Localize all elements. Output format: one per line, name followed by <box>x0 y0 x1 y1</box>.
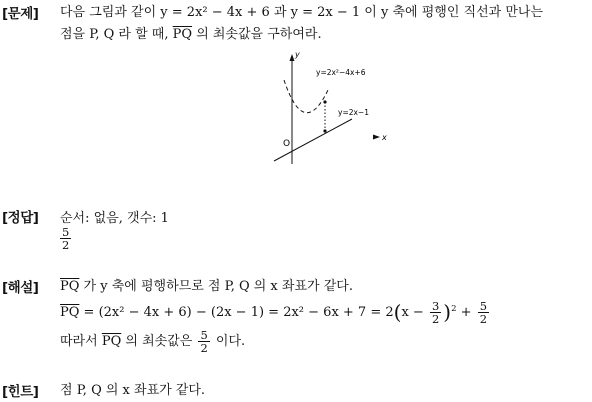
solution-line-1 <box>60 276 588 298</box>
problem-line-2-pre: 점을 P, Q 라 할 때, <box>60 27 169 42</box>
answer-line-1: 순서: 없음, 갯수: 1 <box>60 211 169 226</box>
solution-line-2 <box>60 300 588 325</box>
answer-tag: [정답] <box>2 210 39 226</box>
frac-num: 5 <box>479 299 488 313</box>
segment-pq: $\overline{PQ}$ <box>101 334 122 349</box>
frac-num: 5 <box>200 328 208 342</box>
problem-line-2 <box>60 24 588 46</box>
frac-den: 2 <box>479 312 488 326</box>
line-label: y=2x−1 <box>338 108 369 117</box>
problem-tag: [문제] <box>2 6 39 22</box>
point-q <box>323 129 326 132</box>
problem-line-2-post: 의 최솟값을 구하여라. <box>196 27 322 42</box>
point-p <box>323 100 326 103</box>
frac-den: 2 <box>200 341 208 355</box>
solution-fraction-5-2 <box>478 300 489 325</box>
problem-line-1: 다음 그림과 같이 y = 2x² − 4x + 6 과 y = 2x − 1 이 y 축에 평행인 직선과 만나는 <box>60 5 543 20</box>
answer-frac-den: 2 <box>62 238 70 252</box>
solution-expression: = (2x² − 4x + 6) − (2x − 1) = 2x² − 6x + 7 = 2 <box>83 305 394 320</box>
x-axis-arrow <box>373 135 380 140</box>
solution-line-1-text: 가 y 축에 평행하므로 점 P, Q 의 x 좌표가 같다. <box>83 279 353 294</box>
segment-pq: $\overline{PQ}$ <box>60 279 80 294</box>
paren-close: ) <box>443 300 452 324</box>
origin-label: O <box>283 139 291 149</box>
parabola-curve <box>284 80 328 113</box>
solution-inner: x − <box>401 305 428 320</box>
solution-line-3-mid: 의 최솟값은 <box>125 334 193 349</box>
solution-tag: [해설] <box>2 280 39 296</box>
solution-line-3-post: 이다. <box>215 334 246 349</box>
y-axis-arrow <box>290 54 295 61</box>
paren-open: ( <box>393 300 402 324</box>
solution-min-fraction <box>198 329 209 354</box>
graph-figure <box>262 44 392 166</box>
hint-tag: [힌트] <box>2 384 39 400</box>
square-exponent: 2 <box>451 304 457 314</box>
parabola-label: y=2x²−4x+6 <box>316 68 366 77</box>
hint-text: 점 P, Q 의 x 좌표가 같다. <box>60 383 206 398</box>
segment-pq: $\overline{PQ}$ <box>60 305 80 320</box>
answer-frac-num: 5 <box>62 225 70 239</box>
segment-pq: $\overline{PQ}$ <box>172 27 193 42</box>
solution-fraction-3-2 <box>430 300 441 325</box>
x-axis-label: x <box>382 133 387 142</box>
frac-den: 2 <box>431 312 440 326</box>
frac-num: 3 <box>431 299 440 313</box>
y-axis-label: y <box>295 50 300 59</box>
solution-line-3-pre: 따라서 <box>60 334 98 349</box>
solution-line-3 <box>60 329 588 354</box>
answer-fraction <box>60 226 71 251</box>
solution-plus: + <box>460 305 472 320</box>
